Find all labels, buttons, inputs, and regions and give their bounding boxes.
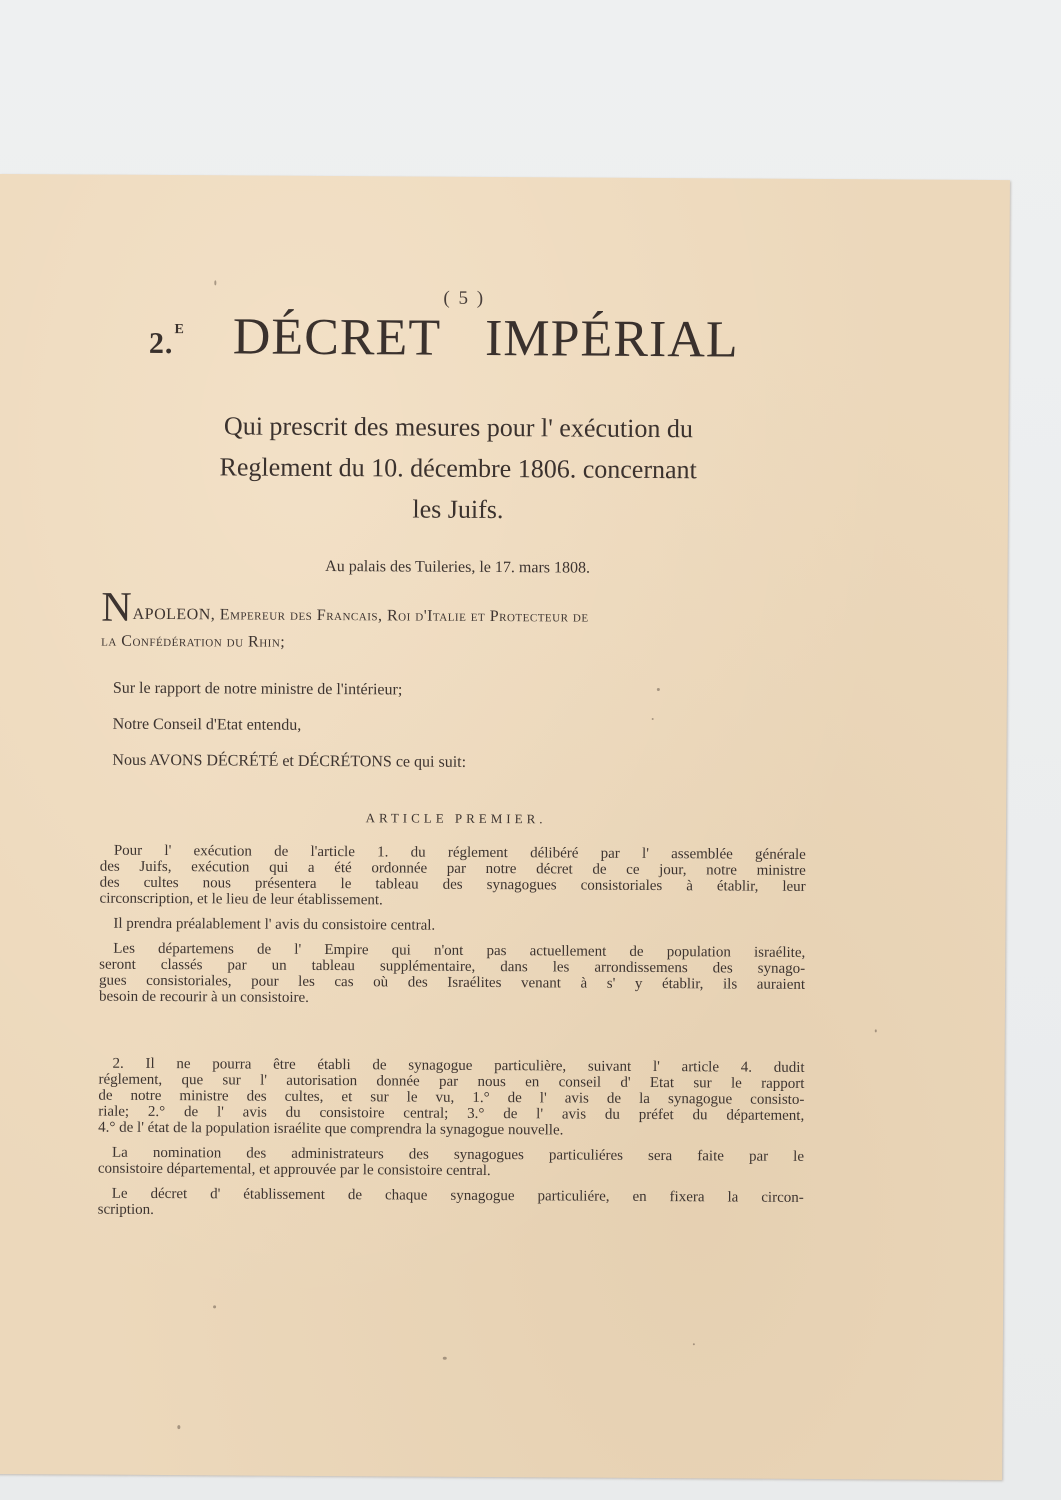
document-page [0, 174, 1010, 1480]
preamble-line-1 [101, 584, 813, 632]
enacting-clauses [112, 675, 813, 787]
text-line: 2. Il ne pourra être établi de synagogue particulière, suivant l' article 4. dudit [112, 1055, 805, 1076]
dateline: Au palais des Tuileries, le 17. mars 1808. [325, 557, 591, 577]
text-line: Les départemens de l' Empire qui n'ont pas actuellement de population israélite, [113, 940, 806, 961]
subtitle-line: Reglement du 10. décembre 1806. concernant [219, 452, 697, 485]
article-2-paragraph [98, 1056, 804, 1140]
subtitle-line: les Juifs. [412, 494, 504, 525]
article-1-paragraph [99, 916, 805, 936]
text-line: La nomination des administrateurs des synagogues particuliéres sera faite par le [111, 1144, 805, 1165]
text-line: des cultes nous présentera le tableau des synagogues consistoriales à établir, leur [99, 874, 806, 895]
text-line: Le décret d' établissement de chaque synagogue particuliére, en fixera la circon- [111, 1185, 804, 1206]
text-line: Pour l' exécution de l'article 1. du réglement délibéré par l' assemblée générale [113, 842, 806, 863]
text-line: des Juifs, exécution qui a été ordonnée par notre décret de ce jour, notre ministre [99, 858, 806, 879]
title-ordinal [148, 322, 185, 361]
title-ordinal-superscript: E [174, 322, 185, 338]
title-word-decret: DÉCRET [232, 308, 442, 367]
article-1-paragraph [100, 843, 806, 911]
text-line: 4.° de l' état de la population israélite que comprendra la synagogue nouvelle. [98, 1119, 564, 1139]
article-heading: ARTICLE PREMIER. [365, 810, 547, 827]
page-number: ( 5 ) [443, 287, 486, 309]
clause-conseil: Notre Conseil d'Etat entendu, [112, 715, 302, 734]
subtitle-line: Qui prescrit des mesures pour l' exécution du [223, 411, 694, 444]
text-line: scription. [97, 1201, 154, 1218]
text-line: de notre ministre des cultes, et sur le vu, 1.° de l' avis de la synagogue consisto- [98, 1087, 805, 1108]
dropcap: N [101, 584, 132, 631]
title-word-imperial: IMPÉRIAL [484, 309, 739, 369]
text-line: seront classés par un tableau supplémentaire, dans les arrondissemens des synago- [99, 956, 806, 977]
text-line: riale; 2.° de l' avis du consistoire central; 3.° de l' avis du préfet du département, [98, 1103, 805, 1124]
preamble-titles: APOLEON, Empereur des Francais, Roi d'Italie et Protecteur de [132, 605, 589, 626]
article-1-paragraph [99, 941, 805, 1009]
preamble [101, 584, 813, 659]
text-line: réglement, que sur l' autorisation donnée par nous en conseil d' Etat sur le rapport [98, 1071, 805, 1092]
text-line: Il prendra préalablement l' avis du consistoire central. [113, 915, 436, 934]
article-2-paragraph [98, 1186, 804, 1222]
clause-decretons: Nous AVONS DÉCRÉTÉ et DÉCRÉTONS ce qui suit: [112, 751, 467, 771]
article-2-paragraph [98, 1145, 804, 1181]
text-line: consistoire départemental, et approuvée par le consistoire central. [97, 1160, 491, 1180]
document-title [149, 307, 789, 370]
text-line: besoin de recourir à un consistoire. [98, 988, 309, 1006]
text-line: gues consistoriales, pour les cas où des Israélites venant à s' y établir, ils auraient [99, 972, 806, 993]
article-2-body [98, 1056, 805, 1231]
text-line: circonscription, et le lieu de leur établissement. [99, 890, 383, 909]
clause-rapport: Sur le rapport de notre ministre de l'intérieur; [112, 679, 403, 699]
article-1-body [99, 843, 806, 1018]
title-ordinal-number: 2. [148, 326, 174, 361]
preamble-line-2: la Confédération du Rhin; [101, 632, 286, 651]
document-subtitle [118, 405, 799, 532]
